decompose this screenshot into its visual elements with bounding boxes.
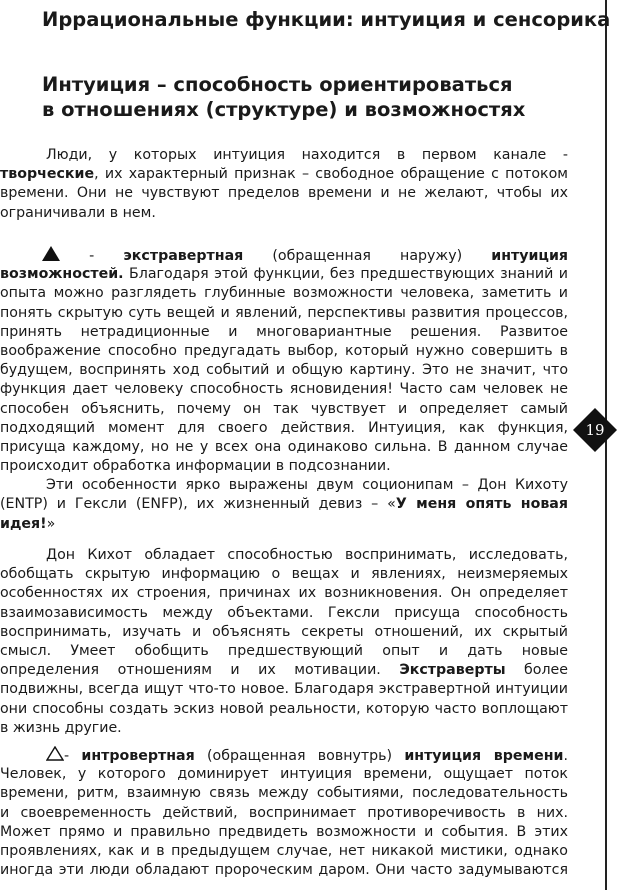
text-line: времени. Они не чувствуют пределов времени и не желают, чтобы их bbox=[0, 185, 568, 202]
term-introverted: интровертная bbox=[81, 748, 195, 764]
term-extraverted: экстравертная bbox=[123, 248, 244, 264]
extraverted-intuition-paragraph bbox=[0, 246, 568, 534]
don-quixote-paragraph bbox=[0, 546, 568, 738]
text-line: воображение способно предугадать выбор, который нужно совершить в bbox=[0, 342, 568, 359]
text-line: определения отношениям и их мотивации. Экстраверты более bbox=[0, 662, 568, 679]
text-line: ограничивали в нем. bbox=[0, 204, 156, 221]
term-extraverts: Экстраверты bbox=[399, 662, 506, 679]
text-line: смысл. Умеет обобщить предшествующий опыт и дать новые bbox=[0, 642, 568, 659]
introverted-intuition-paragraph bbox=[0, 746, 568, 880]
text-line: подвижны, всегда ищут что-то новое. Благодаря экстравертной интуиции bbox=[0, 681, 568, 698]
text-line: взаимозависимость между объектами. Гексли присуща способность bbox=[0, 604, 568, 621]
text-line: проявлениях, как и в предыдущем случае, нет никакой мистики, однако bbox=[0, 842, 568, 859]
text-line: (ENTP) и Гексли (ENFP), их жизненный девиз – «У меня опять новая bbox=[0, 496, 568, 513]
term-creative: творческие bbox=[0, 166, 95, 183]
motto: У меня опять новая bbox=[395, 496, 568, 513]
page-number-marker bbox=[573, 408, 617, 452]
motto-end: идея! bbox=[0, 515, 47, 532]
text-line: - интровертная (обращенная вовнутрь) интуиция времени. bbox=[0, 746, 568, 765]
text-line: иногда эти люди обладают пророческим даром. Они часто задумываются bbox=[0, 862, 568, 879]
text-line: в жизнь другие. bbox=[0, 719, 122, 736]
text-line: принять нетрадиционные и многовариантные решения. Развитое bbox=[0, 323, 568, 340]
text-line: Человек, у которого доминирует интуиция времени, ощущает поток bbox=[0, 766, 568, 783]
text-line: способен объяснить, почему он так чувствует и определяет самый bbox=[0, 400, 568, 417]
filled-triangle-icon bbox=[42, 246, 60, 261]
text-line: происходит обработка информации в подсознании. bbox=[0, 458, 391, 475]
page-number: 19 bbox=[585, 421, 605, 439]
text-line: Дон Кихот обладает способностью воспринимать, исследовать, bbox=[46, 547, 568, 563]
text-line: функция дает человеку способность ясновидения! Часто сам человек не bbox=[0, 381, 568, 398]
term-intuition: интуиция bbox=[491, 248, 569, 264]
text-line: они способны создать эскиз новой реальности, которую часто воплощают bbox=[0, 700, 568, 717]
intro-paragraph bbox=[0, 146, 568, 223]
text-line: - экстравертная (обращенная наружу) интуиция bbox=[0, 246, 568, 265]
chapter-title: Иррациональные функции: интуиция и сенсорика bbox=[42, 8, 611, 31]
text-line: воспринимать, изучать и объяснять секреты отношений, их скрытый bbox=[0, 623, 568, 640]
text-line: Эти особенности ярко выражены двум соционипам – Дон Кихоту bbox=[46, 477, 568, 494]
text-line: особенностях их строения, причинах их возникновения. Он определяет bbox=[0, 585, 568, 602]
text-line: времени, ритм, взаимную связь между событиями, последовательность bbox=[0, 785, 568, 802]
term-time-intuition: интуиция времени bbox=[404, 748, 564, 764]
outline-triangle-icon bbox=[46, 746, 64, 761]
text-line: творческие, их характерный признак – свободное обращение с потоком bbox=[0, 166, 568, 183]
text-line: понять скрытую суть вещей и явлений, перспективы развития процессов, bbox=[0, 304, 568, 321]
section-title-line-1: Интуиция – способность ориентироваться bbox=[42, 73, 513, 96]
text-line: обобщать скрытую информацию о вещах и явлениях, неизмеряемых bbox=[0, 566, 568, 583]
text-line: Люди, у которых интуиция находится в первом канале - bbox=[46, 147, 568, 163]
text-line: идея!» bbox=[0, 515, 56, 532]
term-possibilities: возможностей. bbox=[0, 266, 124, 283]
section-title bbox=[42, 72, 525, 122]
section-title-line-2: в отношениях (структуре) и возможностях bbox=[42, 98, 526, 121]
text-line: подходящий момент для своего действия. Интуиция, как функция, bbox=[0, 419, 568, 436]
text-line: и своевременность действий, воспринимает противоречивость в них. bbox=[0, 804, 568, 821]
text-line: опыта можно разглядеть глубинные возможности человека, заметить и bbox=[0, 285, 568, 302]
text-line: присуща каждому, но не у всех она одинаково сильна. В данном случае bbox=[0, 438, 568, 455]
text-line: возможностей. Благодаря этой функции, без предшествующих знаний и bbox=[0, 266, 568, 283]
text-line: будущем, воспринять ход событий и общую картину. Это не значит, что bbox=[0, 362, 568, 379]
text-line: Может прямо и правильно предвидеть возможности и события. В этих bbox=[0, 823, 568, 840]
